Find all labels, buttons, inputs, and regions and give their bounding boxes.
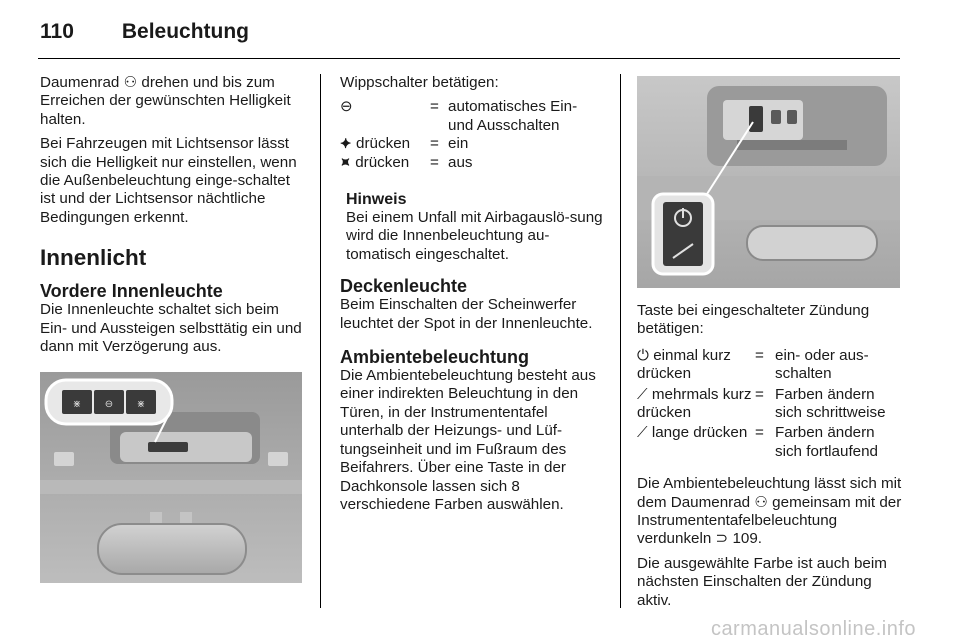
button-eq: = [755,346,764,364]
switch-key: ⯌ drücken [340,135,411,153]
heading-deckenleuchte: Deckenleuchte [340,276,468,297]
button-key: ⏻ einmal kurz drücken [637,346,731,383]
ambient-light-button-photo [637,76,900,288]
button-eq: = [755,385,764,403]
button-row [637,424,905,461]
switch-eq: = [430,135,439,153]
middle-column [340,74,606,520]
button-key: ⟋ mehrmals kurz drücken [637,385,752,422]
front-interior-light-photo [40,372,302,583]
middle-intro: Wippschalter betätigen: [340,74,499,91]
button-value: Farben ändern sich schrittweise [775,385,886,422]
switch-table [340,98,606,172]
heading-innenlicht: Innenlicht [40,245,147,271]
svg-text:⋇: ⋇ [72,399,82,410]
switch-row [340,135,606,153]
right-column [637,302,905,616]
button-eq: = [755,424,764,442]
right-paragraph-2: Die ausgewählte Farbe ist auch beim nächsten Einschalten der Zündung aktiv. [637,554,887,609]
switch-key: ⊖ [340,98,353,116]
ambiente-text: Die Ambientebeleuchtung besteht aus einer indirekten Beleuchtung in den Türen, in der Instrumententafel unterhalb der Heizungs- und Lüf-tungseinheit und im Fußraum des Beifahrers. Über eine Taste in der Dachkonsole lassen sich 8 verschiedene Farben auswählen. [340,367,596,513]
button-row [637,347,905,386]
switch-value: ein [448,135,469,153]
watermark: carmanualsonline.info [710,618,916,640]
right-intro: Taste bei eingeschalteter Zündung betätigen: [637,302,870,338]
column-divider-1 [320,74,321,608]
left-paragraph-1: Daumenrad ⚇ drehen und bis zum Erreichen der gewünschten Helligkeit halten. [40,74,291,128]
header-rule [38,58,900,59]
svg-text:⊖: ⊖ [104,399,114,410]
switch-value: automatisches Ein- und Ausschalten [448,98,578,134]
svg-text:⋇: ⋇ [136,399,146,410]
button-value: ein- oder aus-schalten [775,346,869,383]
button-value: Farben ändern sich fortlaufend [775,424,878,460]
switch-value: aus [448,153,473,171]
switch-key: ⯍ drücken [340,153,410,171]
page-number: 110 [40,20,74,43]
page-title: Beleuchtung [121,20,250,43]
button-table [637,347,905,461]
hinweis-title: Hinweis [346,191,407,209]
left-paragraph-3: Die Innenleuchte schaltet sich beim Ein- und Aussteigen selbsttätig ein und dann mit Verzögerung aus. [40,301,302,356]
left-column [40,74,308,362]
left-paragraph-2: Bei Fahrzeugen mit Lichtsensor lässt sich die Helligkeit nur einstellen, wenn die Außenbeleuchtung einge-schaltet ist und der Lichtsensor nächtliche Bedingungen erkennt. [40,135,297,226]
button-key: ⟋ lange drücken [637,424,748,442]
deckenleuchte-text: Beim Einschalten der Scheinwerfer leuchtet der Spot in der Innenleuchte. [340,296,593,332]
hinweis-text: Bei einem Unfall mit Airbagauslö-sung wird die Innenbeleuchtung au-tomatisch eingeschaltet. [346,209,603,263]
switch-row [340,98,606,135]
button-row [637,386,905,425]
heading-vordere-innenleuchte: Vordere Innenleuchte [40,281,223,302]
switch-eq: = [430,98,439,116]
page-header [40,20,249,44]
right-paragraph-1: Die Ambientebeleuchtung lässt sich mit dem Daumenrad ⚇ gemeinsam mit der Instrumententafelbeleuchtung verdunkeln ⊃ 109. [637,475,902,548]
hinweis-note [346,190,606,264]
column-divider-2 [620,74,621,608]
heading-ambientebeleuchtung: Ambientebeleuchtung [340,347,530,368]
switch-eq: = [430,153,439,171]
switch-row [340,154,606,172]
